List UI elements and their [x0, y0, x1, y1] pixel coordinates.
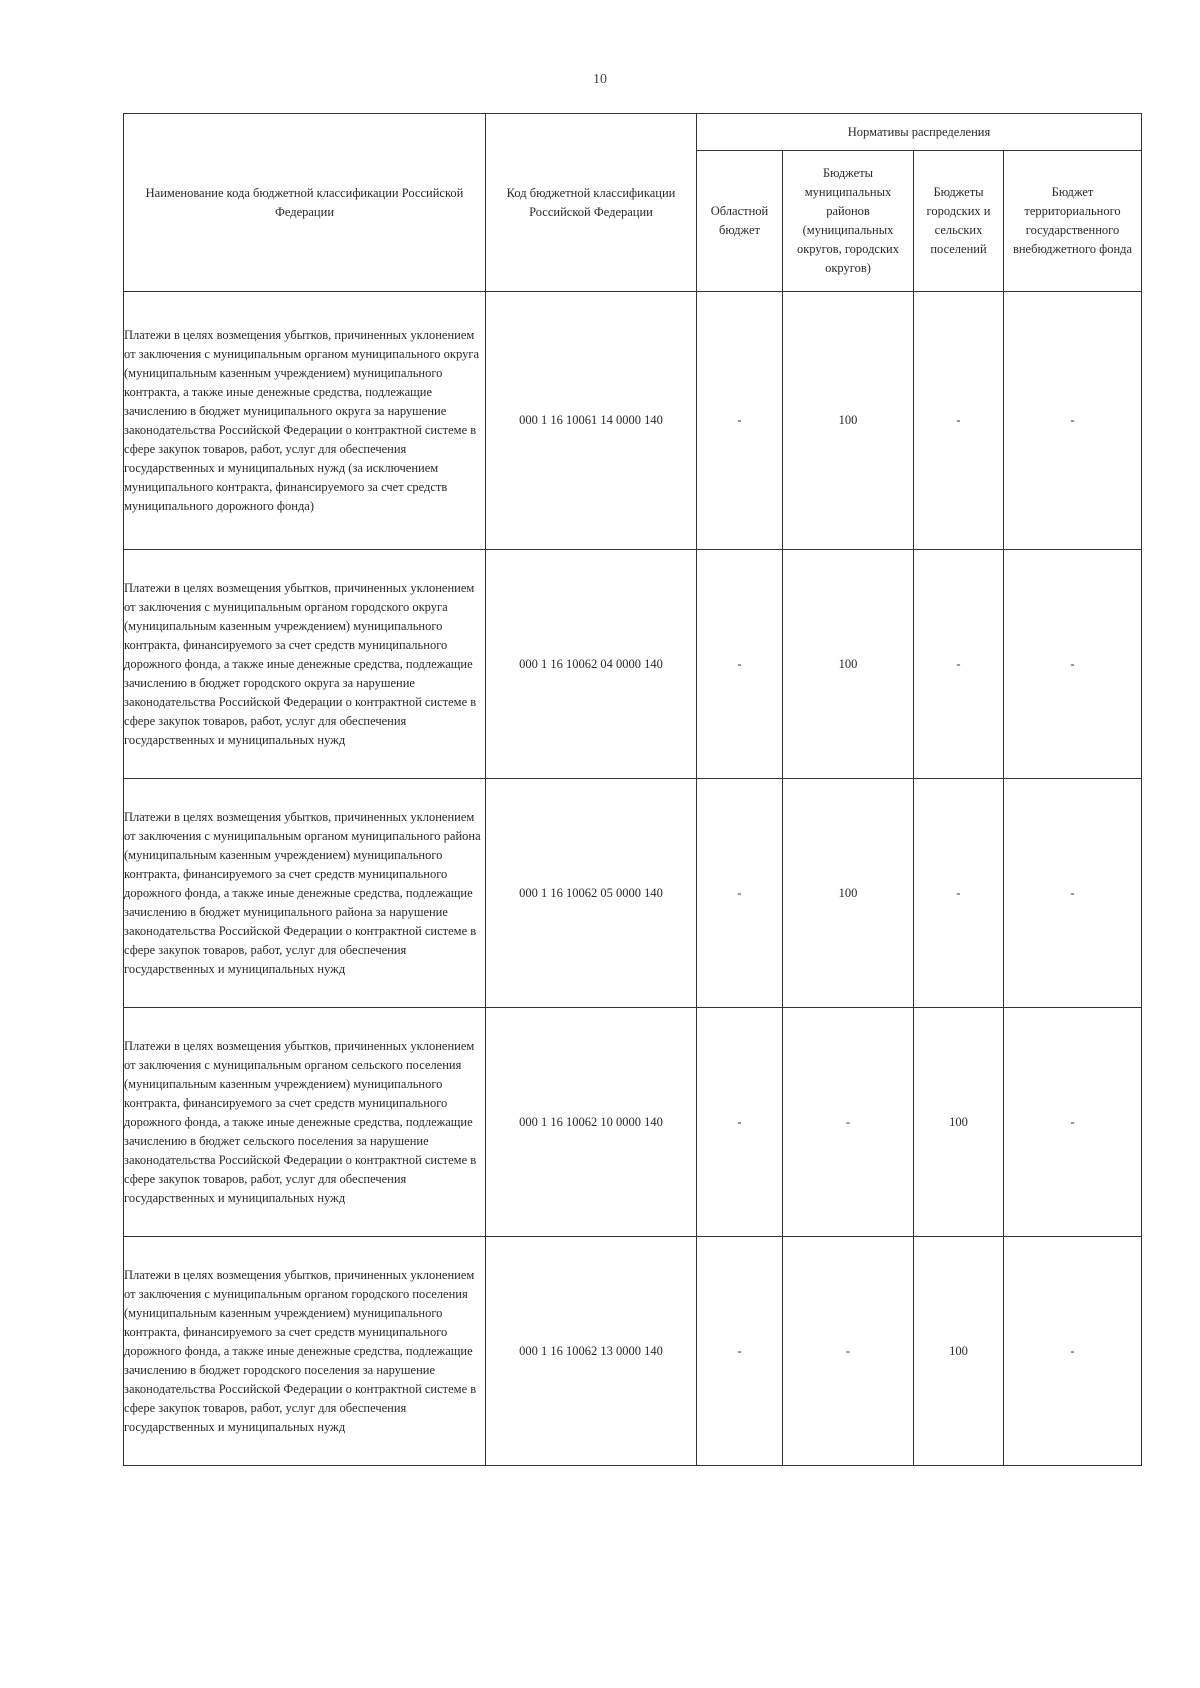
- row-regional-value: -: [697, 1008, 783, 1237]
- row-fund-value: -: [1004, 550, 1142, 779]
- row-municipal-value: 100: [783, 550, 914, 779]
- row-regional-value: -: [697, 1237, 783, 1466]
- header-code-column: Код бюджетной классификации Российской Федерации: [486, 114, 697, 292]
- row-regional-value: -: [697, 292, 783, 550]
- table-row: [124, 292, 1142, 550]
- row-code: 000 1 16 10061 14 0000 140: [486, 292, 697, 550]
- row-name: Платежи в целях возмещения убытков, причиненных уклонением от заключения с муниципальным органом сельского поселения (муниципальным казенным учреждением) муниципального контракта, финансируемого за счет средств муниципального дорожного фонда, а также иные денежные средства, подлежащие зачислению в бюджет сельского поселения за нарушение законодательства Российской Федерации о контрактной системе в сфере закупок товаров, работ, услуг для обеспечения государственных и муниципальных нужд: [124, 1008, 486, 1237]
- row-name: Платежи в целях возмещения убытков, причиненных уклонением от заключения с муниципальным органом городского поселения (муниципальным казенным учреждением) муниципального контракта, финансируемого за счет средств муниципального дорожного фонда, а также иные денежные средства, подлежащие зачислению в бюджет городского поселения за нарушение законодательства Российской Федерации о контрактной системе в сфере закупок товаров, работ, услуг для обеспечения государственных и муниципальных нужд: [124, 1237, 486, 1466]
- header-municipal-districts-budget: Бюджеты муниципальных районов (муниципальных округов, городских округов): [783, 151, 914, 292]
- row-fund-value: -: [1004, 292, 1142, 550]
- row-name: Платежи в целях возмещения убытков, причиненных уклонением от заключения с муниципальным органом муниципального района (муниципальным казенным учреждением) муниципального контракта, финансируемого за счет средств муниципального дорожного фонда, а также иные денежные средства, подлежащие зачислению в бюджет муниципального района за нарушение законодательства Российской Федерации о контрактной системе в сфере закупок товаров, работ, услуг для обеспечения государственных и муниципальных нужд: [124, 779, 486, 1008]
- row-settlement-value: -: [914, 550, 1004, 779]
- row-regional-value: -: [697, 550, 783, 779]
- row-municipal-value: 100: [783, 292, 914, 550]
- row-municipal-value: 100: [783, 779, 914, 1008]
- row-code: 000 1 16 10062 04 0000 140: [486, 550, 697, 779]
- budget-classification-table: [123, 113, 1142, 1466]
- table-row: [124, 550, 1142, 779]
- row-fund-value: -: [1004, 779, 1142, 1008]
- header-norms-group: Нормативы распределения: [697, 114, 1142, 151]
- header-name-column: Наименование кода бюджетной классификации Российской Федерации: [124, 114, 486, 292]
- row-code: 000 1 16 10062 13 0000 140: [486, 1237, 697, 1466]
- header-extrabudgetary-fund: Бюджет территориального государственного внебюджетного фонда: [1004, 151, 1142, 292]
- table-row: [124, 779, 1142, 1008]
- row-settlement-value: 100: [914, 1237, 1004, 1466]
- header-regional-budget: Областной бюджет: [697, 151, 783, 292]
- row-fund-value: -: [1004, 1008, 1142, 1237]
- row-municipal-value: -: [783, 1008, 914, 1237]
- row-name: Платежи в целях возмещения убытков, причиненных уклонением от заключения с муниципальным органом муниципального округа (муниципальным казенным учреждением) муниципального контракта, а также иные денежные средства, подлежащие зачислению в бюджет муниципального округа за нарушение законодательства Российской Федерации о контрактной системе в сфере закупок товаров, работ, услуг для обеспечения государственных и муниципальных нужд (за исключением муниципального контракта, финансируемого за счет средств муниципального дорожного фонда): [124, 292, 486, 550]
- row-municipal-value: -: [783, 1237, 914, 1466]
- row-code: 000 1 16 10062 05 0000 140: [486, 779, 697, 1008]
- row-settlement-value: -: [914, 292, 1004, 550]
- header-settlements-budget: Бюджеты городских и сельских поселений: [914, 151, 1004, 292]
- page-number: 10: [593, 72, 607, 87]
- row-settlement-value: 100: [914, 1008, 1004, 1237]
- row-settlement-value: -: [914, 779, 1004, 1008]
- row-regional-value: -: [697, 779, 783, 1008]
- row-code: 000 1 16 10062 10 0000 140: [486, 1008, 697, 1237]
- table-row: [124, 1008, 1142, 1237]
- row-name: Платежи в целях возмещения убытков, причиненных уклонением от заключения с муниципальным органом городского округа (муниципальным казенным учреждением) муниципального контракта, финансируемого за счет средств муниципального дорожного фонда, а также иные денежные средства, подлежащие зачислению в бюджет городского округа за нарушение законодательства Российской Федерации о контрактной системе в сфере закупок товаров, работ, услуг для обеспечения государственных и муниципальных нужд: [124, 550, 486, 779]
- row-fund-value: -: [1004, 1237, 1142, 1466]
- table-row: [124, 1237, 1142, 1466]
